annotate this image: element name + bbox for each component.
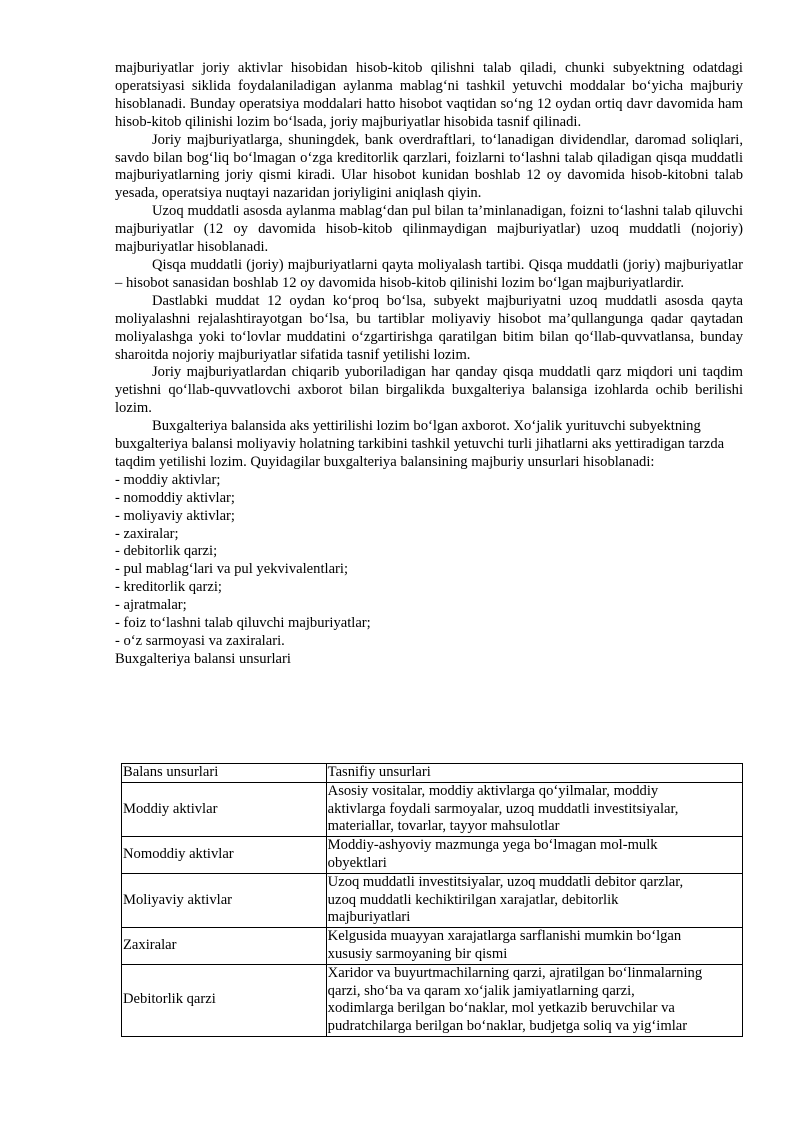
list-item: - ajratmalar; [115,597,187,614]
table-header-row [122,764,743,783]
list-item: - debitorlik qarzi; [115,543,218,560]
table-row [122,782,743,836]
balance-elements-list [115,472,743,651]
description-line: aktivlarga foydali sarmoyalar, uzoq muddatli investitsiyalar, [327,800,679,817]
list-item: - nomoddiy aktivlar; [115,489,235,506]
description-line: pudratchilarga berilgan bo‘naklar, budjetga soliq va yig‘imlar [327,1018,688,1035]
table-header-cell: Tasnifiy unsurlari [326,764,742,783]
element-cell: Zaxiralar [122,928,327,965]
description-line: xodimlarga berilgan bo‘naklar, mol yetkazib beruvchilar va [327,1000,675,1017]
description-line: Asosiy vositalar, moddiy aktivlarga qo‘yilmalar, moddiy [327,782,659,799]
list-item: - kreditorlik qarzi; [115,579,222,596]
list-item: - pul mablag‘lari va pul yekvivalentlari; [115,561,349,578]
description-cell [326,928,742,965]
description-line: materiallar, tovarlar, tayyor mahsulotlar [327,818,560,835]
description-cell [326,964,742,1036]
description-line: uzoq muddatli kechiktirilgan xarajatlar, debitorlik [327,891,619,908]
paragraph: Joriy majburiyatlarga, shuningdek, bank overdraftlari, to‘lanadigan dividendlar, daromad soliqlari, savdo bilan bog‘liq bo‘lmagan o‘zga kreditorlik qarzlari, foizlarni to‘lashni talab qiladigan qisqa muddatli majburiyatlarning joriy qismi kiradi. Ular hisobot kunidan boshlab 12 oy davomida hisob-kitobni talab yesada, operatsiya nuqtayi nazaridan joriyligini aniqlash qiyin. [115,131,743,202]
description-line: majburiyatlari [327,909,411,926]
list-item: - moliyaviy aktivlar; [115,507,235,524]
table-row [122,964,743,1036]
table-caption: Buxgalteriya balansi unsurlari [115,650,291,667]
table-header-cell: Balans unsurlari [122,764,327,783]
list-item: - zaxiralar; [115,525,179,542]
description-line: Moddiy-ashyoviy mazmunga yega bo‘lmagan mol-mulk [327,837,658,854]
element-cell: Moddiy aktivlar [122,782,327,836]
description-line: Kelgusida muayyan xarajatlarga sarflanishi mumkin bo‘lgan [327,928,682,945]
table-row [122,873,743,927]
description-line: qarzi, sho‘ba va qaram xo‘jalik jamiyatlarning qarzi, [327,982,635,999]
list-item: - o‘z sarmoyasi va zaxiralari. [115,633,285,649]
element-cell: Debitorlik qarzi [122,964,327,1036]
paragraph: Buxgalteriya balansida aks yettirilishi lozim bo‘lgan axborot. Xo‘jalik yurituvchi subyektning buxgalteriya balansi moliyaviy holatning tarkibini tashkil yetuvchi turli jihatlarni aks yettiradigan tarzda taqdim yetilishi lozim. Quyidagilar buxgalteriya balansining majburiy unsurlari hisoblanadi: [115,418,725,470]
paragraph: Qisqa muddatli (joriy) majburiyatlarni qayta moliyalash tartibi. Qisqa muddatli (joriy) majburiyatlar – hisobot sanasidan boshlab 12 oy davomida hisob-kitob qilinishi lozim bo‘lgan majburiyatlardir. [115,256,743,291]
paragraph: Joriy majburiyatlardan chiqarib yuboriladigan har qanday qisqa muddatli qarz miqdori uni taqdim yetishni qo‘llab-quvvatlovchi axborot bilan birgalikda buxgalteriya balansiga izohlarda ochib berilishi lozim. [115,364,743,417]
paragraph: Uzoq muddatli asosda aylanma mablag‘dan pul bilan ta’minlanadigan, foizni to‘lashni talab qiluvchi majburiyatlar (12 oy davomida hisob-kitob qilinmaydigan majburiyatlar) uzoq muddatli (nojoriy) majburiyatlar hisoblanadi. [115,203,743,256]
description-cell [326,873,742,927]
description-cell [326,837,742,874]
list-item: - foiz to‘lashni talab qiluvchi majburiyatlar; [115,615,371,632]
element-cell: Moliyaviy aktivlar [122,873,327,927]
description-cell [326,782,742,836]
balance-table [121,763,743,1037]
description-line: xususiy sarmoyaning bir qismi [327,945,508,962]
document-page [115,60,743,669]
description-line: obyektlari [327,854,387,871]
description-line: Uzoq muddatli investitsiyalar, uzoq muddatli debitor qarzlar, [327,873,684,890]
description-line: Xaridor va buyurtmachilarning qarzi, ajratilgan bo‘linmalarning [327,964,703,981]
table-row [122,837,743,874]
paragraph: Dastlabki muddat 12 oydan ko‘proq bo‘lsa, subyekt majburiyatni uzoq muddatli asosda qayta moliyalashni rejalashtirayotgan bo‘lsa, bu tartiblar moliyaviy hisobot ma’qullangunga qadar qaytadan moliyalashga yoki to‘lovlar muddatini o‘zgartirishga qaratilgan bitim bilan qo‘llab-quvvatlansa, bunday sharoitda nojoriy majburiyatlar sifatida tasnif yetilishi lozim. [115,292,743,363]
element-cell: Nomoddiy aktivlar [122,837,327,874]
table-row [122,928,743,965]
paragraph: majburiyatlar joriy aktivlar hisobidan hisob-kitob qilishni talab qiladi, chunki subyektning odatdagi operatsiyasi siklida foydalaniladigan aylanma mablag‘ni tashkil yetuvchi moddalar bo‘yicha majburiy hisoblanadi. Bunday operatsiya moddalari hatto hisobot vaqtidan so‘ng 12 oydan ortiq davr davomida ham hisob-kitob qilinishi lozim bo‘lsada, joriy majburiyatlar hisobida tasnif qilinadi. [115,60,743,130]
list-item: - moddiy aktivlar; [115,471,221,488]
